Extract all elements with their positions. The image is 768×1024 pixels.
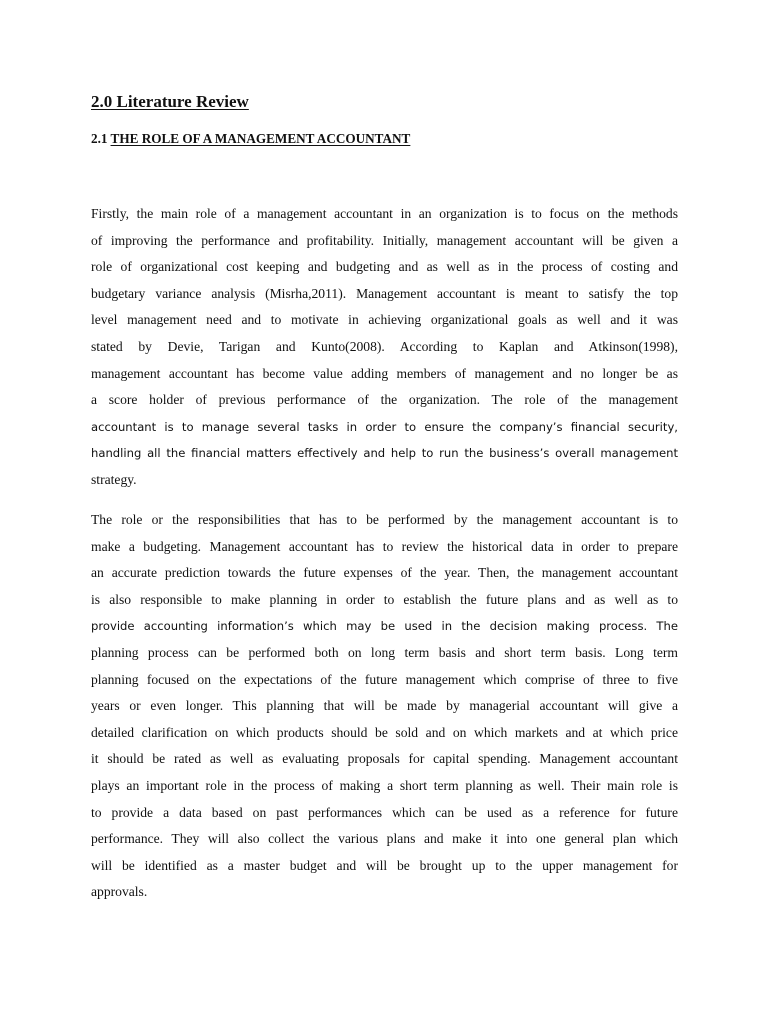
paragraph-line: role of organizational cost keeping and budgeting and as well as in the process of costing and	[91, 259, 678, 275]
paragraph-line: of improving the performance and profitability. Initially, management accountant will be given a	[91, 232, 678, 248]
subsection-number: 2.1	[91, 131, 108, 146]
paragraph-line: performance. They will also collect the various plans and make it into one general plan which	[91, 831, 678, 847]
subsection-title: THE ROLE OF A MANAGEMENT ACCOUNTANT	[110, 131, 411, 146]
paragraph-line: detailed clarification on which products should be sold and on which markets and at which price	[91, 724, 678, 740]
paragraph-line: planning process can be performed both on long term basis and short term basis. Long term	[91, 644, 678, 660]
paragraph-line: a score holder of previous performance of the organization. The role of the management	[91, 392, 678, 408]
paragraph-line: level management need and to motivate in achieving organizational goals as well and it was	[91, 312, 678, 328]
paragraph-line: make a budgeting. Management accountant has to review the historical data in order to prepare	[91, 538, 678, 554]
paragraph-line: planning focused on the expectations of the future management which comprise of three to five	[91, 671, 678, 687]
paragraph-line: accountant is to manage several tasks in order to ensure the company’s financial security,	[91, 419, 678, 434]
paragraph-line: budgetary variance analysis (Misrha,2011). Management accountant is meant to satisfy the top	[91, 285, 678, 301]
paragraph-line: strategy.	[91, 471, 137, 487]
paragraph-line: it should be rated as well as evaluating proposals for capital spending. Management accountant	[91, 751, 678, 767]
paragraph-1	[91, 201, 678, 494]
paragraph-line: an accurate prediction towards the future expenses of the year. Then, the management accountant	[91, 565, 678, 581]
paragraph-line: is also responsible to make planning in order to establish the future plans and as well as to	[91, 591, 678, 607]
paragraph-line: years or even longer. This planning that will be made by managerial accountant will give a	[91, 698, 678, 714]
paragraph-line: handling all the financial matters effectively and help to run the business’s overall management	[91, 446, 678, 461]
paragraph-line: The role or the responsibilities that has to be performed by the management accountant is to	[91, 512, 678, 527]
paragraph-line: provide accounting information’s which may be used in the decision making process. The	[91, 619, 678, 634]
paragraph-line: plays an important role in the process of making a short term planning as well. Their main role is	[91, 777, 678, 793]
paragraph-line: Firstly, the main role of a management accountant in an organization is to focus on the methods	[91, 206, 678, 221]
paragraph-line: to provide a data based on past performances which can be used as a reference for future	[91, 804, 678, 820]
paragraph-line: management accountant has become value adding members of management and no longer be as	[91, 365, 678, 381]
paragraph-2	[91, 507, 678, 906]
paragraph-line: stated by Devie, Tarigan and Kunto(2008). According to Kaplan and Atkinson(1998),	[91, 338, 678, 354]
paragraph-line: approvals.	[91, 884, 148, 900]
paragraph-line: will be identified as a master budget and will be brought up to the upper management for	[91, 857, 678, 873]
subsection-heading	[91, 131, 410, 147]
section-heading: 2.0 Literature Review	[91, 92, 249, 111]
